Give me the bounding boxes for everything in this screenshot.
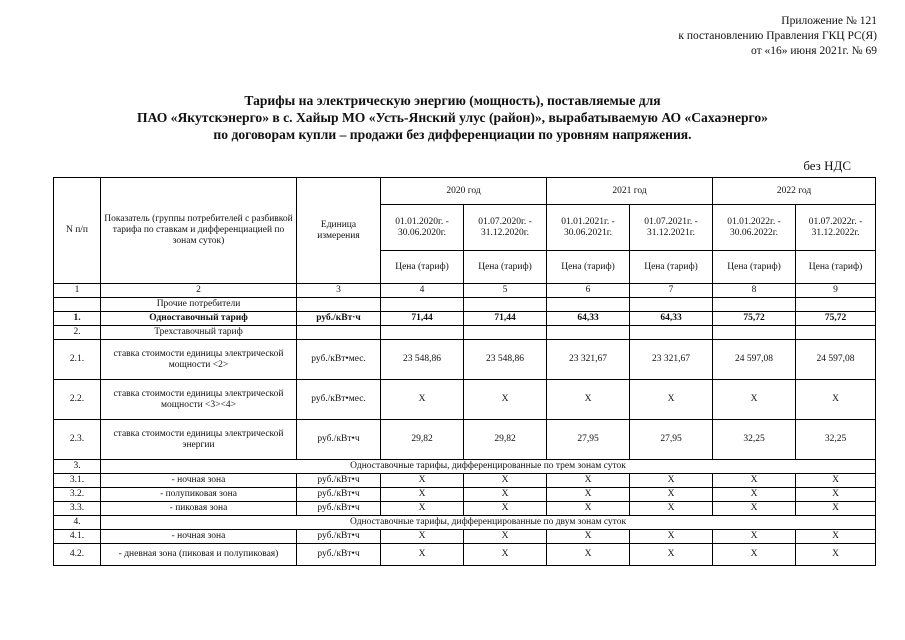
empty-cell (713, 326, 796, 340)
header-num: N п/п (54, 178, 101, 284)
row-value: 27,95 (547, 420, 630, 460)
row-value: 23 548,86 (381, 340, 464, 380)
column-number: 4 (381, 284, 464, 298)
table-row (54, 474, 876, 488)
row-unit: руб./кВт•ч (297, 502, 381, 516)
table-row (54, 380, 876, 420)
table-row (54, 530, 876, 544)
empty-cell (630, 326, 713, 340)
row-value: X (630, 544, 713, 566)
row-value: X (630, 502, 713, 516)
row-value: X (713, 380, 796, 420)
row-value: 23 321,67 (630, 340, 713, 380)
row-value: X (547, 502, 630, 516)
row-value: X (464, 474, 547, 488)
row-value: X (381, 380, 464, 420)
empty-cell (796, 326, 876, 340)
column-number: 7 (630, 284, 713, 298)
header-period: 01.07.2021г. - 31.12.2021г. (630, 205, 713, 251)
row-unit: руб./кВт•ч (297, 488, 381, 502)
row-number: 3.2. (54, 488, 101, 502)
table-row (54, 488, 876, 502)
title-line-1: Тарифы на электрическую энергию (мощность), поставляемые для (244, 93, 661, 108)
row-value: X (796, 530, 876, 544)
empty-cell (547, 326, 630, 340)
row-number: 2. (54, 326, 101, 340)
appendix-line-2: к постановлению Правления ГКЦ РС(Я) (678, 30, 877, 42)
row-value: X (547, 488, 630, 502)
row-value: X (630, 474, 713, 488)
document-title (0, 92, 905, 143)
column-number: 2 (101, 284, 297, 298)
tariff-table (53, 177, 876, 566)
row-value: X (630, 488, 713, 502)
column-number: 6 (547, 284, 630, 298)
title-line-3: по договорам купли – продажи без дифференциации по уровням напряжения. (213, 127, 692, 142)
header-price: Цена (тариф) (630, 251, 713, 284)
other-consumers-row (54, 298, 876, 312)
table-row (54, 516, 876, 530)
row-indicator: ставка стоимости единицы электрической энергии (101, 420, 297, 460)
header-indicator: Показатель (группы потребителей с разбивкой тарифа по ставкам и дифференциацией по зонам суток) (101, 178, 297, 284)
row-number: 4.2. (54, 544, 101, 566)
row-unit: руб./кВт•ч (297, 420, 381, 460)
table-row (54, 326, 876, 340)
row-value: X (464, 380, 547, 420)
header-price: Цена (тариф) (464, 251, 547, 284)
header-period: 01.01.2020г. - 30.06.2020г. (381, 205, 464, 251)
header-period: 01.07.2020г. - 31.12.2020г. (464, 205, 547, 251)
row-value: X (547, 544, 630, 566)
row-value: X (713, 544, 796, 566)
row-value: 75,72 (796, 312, 876, 326)
table-row (54, 312, 876, 326)
table-row (54, 460, 876, 474)
row-value: X (796, 488, 876, 502)
row-value: X (381, 502, 464, 516)
row-indicator: - ночная зона (101, 530, 297, 544)
row-unit: руб./кВт•ч (297, 474, 381, 488)
row-number: 4. (54, 516, 101, 530)
row-number: 2.1. (54, 340, 101, 380)
row-value: X (796, 502, 876, 516)
appendix-line-3: от «16» июня 2021г. № 69 (751, 45, 877, 57)
row-value: X (713, 474, 796, 488)
row-value: X (630, 380, 713, 420)
row-number: 2.2. (54, 380, 101, 420)
row-value: X (381, 530, 464, 544)
row-unit: руб./кВт•мес. (297, 380, 381, 420)
row-number: 3.3. (54, 502, 101, 516)
row-value: X (713, 502, 796, 516)
row-value: X (464, 530, 547, 544)
row-indicator: - дневная зона (пиковая и полупиковая) (101, 544, 297, 566)
column-number: 9 (796, 284, 876, 298)
row-indicator: - полупиковая зона (101, 488, 297, 502)
row-value: 71,44 (381, 312, 464, 326)
row-indicator: Одноставочный тариф (101, 312, 297, 326)
header-period: 01.01.2022г. - 30.06.2022г. (713, 205, 796, 251)
row-value: X (547, 530, 630, 544)
header-price: Цена (тариф) (381, 251, 464, 284)
column-number: 8 (713, 284, 796, 298)
row-indicator: - пиковая зона (101, 502, 297, 516)
row-number: 3.1. (54, 474, 101, 488)
row-value: 23 548,86 (464, 340, 547, 380)
row-value: 64,33 (630, 312, 713, 326)
table-row (54, 544, 876, 566)
row-value: X (547, 474, 630, 488)
row-value: X (713, 530, 796, 544)
row-value: 32,25 (713, 420, 796, 460)
row-value: 23 321,67 (547, 340, 630, 380)
header-year-2022: 2022 год (713, 178, 876, 205)
row-value: 71,44 (464, 312, 547, 326)
header-price: Цена (тариф) (796, 251, 876, 284)
row-indicator: ставка стоимости единицы электрической мощности <2> (101, 340, 297, 380)
header-period: 01.07.2022г. - 31.12.2022г. (796, 205, 876, 251)
title-line-2: ПАО «Якутскэнерго» в с. Хайыр МО «Усть-Янский улус (район)», вырабатываемую АО «Сахаэнерго» (137, 110, 768, 125)
row-number: 1. (54, 312, 101, 326)
appendix-line-1: Приложение № 121 (781, 15, 877, 27)
row-number: 2.3. (54, 420, 101, 460)
row-value: 29,82 (381, 420, 464, 460)
nds-note: без НДС (803, 158, 851, 173)
row-value: X (630, 530, 713, 544)
tariff-table-body (54, 178, 876, 566)
header-price: Цена (тариф) (547, 251, 630, 284)
row-value: X (464, 544, 547, 566)
row-value: 32,25 (796, 420, 876, 460)
row-value: X (381, 544, 464, 566)
row-value: X (713, 488, 796, 502)
row-value: 24 597,08 (796, 340, 876, 380)
row-value: X (381, 474, 464, 488)
row-unit: руб./кВт•мес. (297, 340, 381, 380)
header-year-2021: 2021 год (547, 178, 713, 205)
row-value: X (547, 380, 630, 420)
header-price: Цена (тариф) (713, 251, 796, 284)
column-number: 1 (54, 284, 101, 298)
row-unit: руб./кВт•ч (297, 544, 381, 566)
row-unit: руб./кВт•ч (297, 530, 381, 544)
empty-cell (381, 326, 464, 340)
row-value: X (464, 502, 547, 516)
row-value: X (796, 380, 876, 420)
header-year-2020: 2020 год (381, 178, 547, 205)
row-indicator: ставка стоимости единицы электрической мощности <3><4> (101, 380, 297, 420)
row-value: 24 597,08 (713, 340, 796, 380)
column-number: 5 (464, 284, 547, 298)
header-period: 01.01.2021г. - 30.06.2021г. (547, 205, 630, 251)
header-row-years (54, 178, 876, 205)
table-row (54, 420, 876, 460)
row-value: 75,72 (713, 312, 796, 326)
table-row (54, 340, 876, 380)
row-value: X (464, 488, 547, 502)
header-unit: Единица измерения (297, 178, 381, 284)
row-number: 3. (54, 460, 101, 474)
row-number: 4.1. (54, 530, 101, 544)
row-value: 29,82 (464, 420, 547, 460)
row-value: 64,33 (547, 312, 630, 326)
row-unit: руб./кВт·ч (297, 312, 381, 326)
row-section-label: Одноставочные тарифы, дифференцированные по трем зонам суток (101, 460, 876, 474)
column-number-row (54, 284, 876, 298)
row-indicator: - ночная зона (101, 474, 297, 488)
empty-cell (297, 326, 381, 340)
column-number: 3 (297, 284, 381, 298)
other-consumers-label: Прочие потребители (101, 298, 297, 312)
appendix-block (678, 14, 877, 59)
row-section-label: Одноставочные тарифы, дифференцированные по двум зонам суток (101, 516, 876, 530)
row-value: 27,95 (630, 420, 713, 460)
table-row (54, 502, 876, 516)
row-value: X (796, 474, 876, 488)
row-value: X (796, 544, 876, 566)
row-value: X (381, 488, 464, 502)
row-section-label: Трехставочный тариф (101, 326, 297, 340)
empty-cell (464, 326, 547, 340)
